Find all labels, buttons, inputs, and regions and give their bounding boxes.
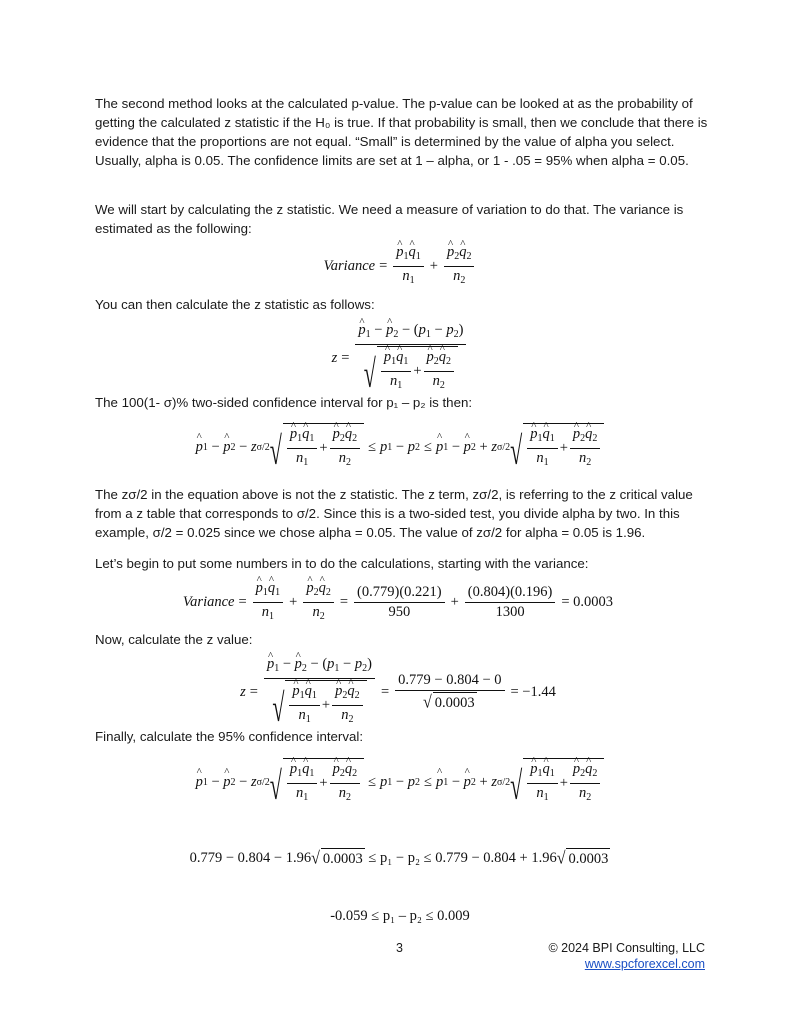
n1-value: 950: [388, 604, 411, 620]
intro-paragraph: The second method looks at the calculated p-value. The p-value can be looked at as the probability of getting the calculated z statistic if the H₀ is true. If that probability is small, then we conclude that there is evidence that the proportions are not equal. “Small” is determined by the value of alpha you select. Usually, alpha is 0.05. The confidence limits are set at 1 – alpha, or 1 - .05 = 95% when alpha = 0.05.: [95, 96, 708, 168]
z-formula: z = ^ $p_1$ − ^ $p_2 - (p_1 - p_2)$ √ ^ $\frac{p_1\^{} q_1}{n_1}$ + ^ $\frac{p_2\^{} q_2}{n_2}$: [0, 322, 800, 394]
z-numeric-formula: z = ^ $p_1$ − ^ $p_2 - (p_1 - p_2)$ √ ^ $\frac{p_1\^{} q_1}{n_1}$ + ^ $\frac{p_2\^{} q_2}{n_2}$ = 0.779 − 0.804 − 0 √ 0.0003 = −1.44: [0, 656, 800, 728]
variance-formula: Variance = ^ $\frac{p_1\^{} q_1}{n_1}$ + ^ $\frac{p_2\^{} q_2}{n_2}$: [0, 244, 800, 289]
ci-intro-paragraph: The 100(1- σ)% two-sided confidence interval for p₁ – p₂ is then:: [95, 395, 473, 410]
z-value-intro-paragraph: Now, calculate the z value:: [95, 632, 253, 647]
page-number: 3: [396, 941, 403, 955]
term2: (0.804)(0.196): [465, 584, 556, 603]
ci-formula-repeat: ^ p 1 − ^ p 2 − z σ/2 √ ^ $\frac{p_1\^{} q_1}{n_1}$ + ^ $\frac{p_2\^{} q_2}{n_2}$ ≤ p 1 − p 2 ≤ ^ p 1 − ^ p 2 + z σ/2 √ ^ $\frac{p_1\^{} q_1}{n_1}$ + ^ $\frac{p_2\^{} q_2}{n_2}$: [0, 758, 800, 806]
ci-numeric-line: 0.779 − 0.804 − 1.96 √ 0.0003 ≤ p₁ − p₂ ≤ 0.779 − 0.804 + 1.96 √ 0.0003: [189, 849, 609, 868]
n2-value: 1300: [495, 604, 525, 620]
variance-intro-paragraph: We will start by calculating the z statistic. We need a measure of variation to do that. The variance is estimated as the following:: [95, 202, 684, 236]
variance-result: = 0.0003: [561, 594, 614, 610]
ci-numeric-left: 0.779 − 0.804 − 1.96: [189, 849, 312, 866]
final-intro-paragraph: Finally, calculate the 95% confidence interval:: [95, 729, 364, 744]
variance-label: Variance: [323, 258, 376, 274]
copyright-text: © 2024 BPI Consulting, LLC: [548, 941, 705, 955]
variance-numeric-formula: Variance = ^ $\frac{p_1\^{} q_1}{n_1}$ + ^ $\frac{p_2\^{} q_2}{n_2}$ = $\frac{(0.779)(0.221)}{950}$ + $\frac{(0.804)(0.196)}{1300}$ = 0.0003: [0, 580, 800, 625]
term1: (0.779)(0.221): [354, 584, 445, 603]
ci-numeric-mid: ≤ p₁ − p₂ ≤ 0.779 − 0.804 + 1.96: [368, 849, 557, 866]
z-intro-paragraph: You can then calculate the z statistic as follows:: [95, 297, 375, 312]
critical-value-paragraph: The zσ/2 in the equation above is not the z statistic. The z term, zσ/2, is referring to the z critical value from a z table that corresponds to σ/2. Since this is a two-sided test, you divide alpha by two. In this example, σ/2 = 0.025 since we chose alpha = 0.05. The value of zσ/2 for alpha = 0.05 is 1.96.: [95, 487, 693, 540]
final-result: -0.059 ≤ p₁ – p₂ ≤ 0.009: [330, 908, 470, 924]
footer-copyright-block: [548, 940, 705, 972]
website-link[interactable]: www.spcforexcel.com: [584, 957, 705, 971]
z-result: = −1.44: [510, 683, 556, 700]
z-denominator-value: 0.0003: [433, 692, 477, 712]
ci-formula: ^ p 1 − ^ p 2 − z σ/2 √ ^ $\frac{p_1\^{} q_1}{n_1}$ + ^ $\frac{p_2\^{} q_2}{n_2}$ ≤ p 1 − p 2 ≤ ^ p 1 − ^ p 2 + z σ/2 √ ^ $\frac{p_1\^{} q_1}{n_1}$ + ^ $\frac{p_2\^{} q_2}{n_2}$: [0, 423, 800, 471]
numbers-intro-paragraph: Let’s begin to put some numbers in to do the calculations, starting with the variance:: [95, 556, 589, 571]
z-numerator: 0.779 − 0.804 − 0: [395, 672, 504, 691]
